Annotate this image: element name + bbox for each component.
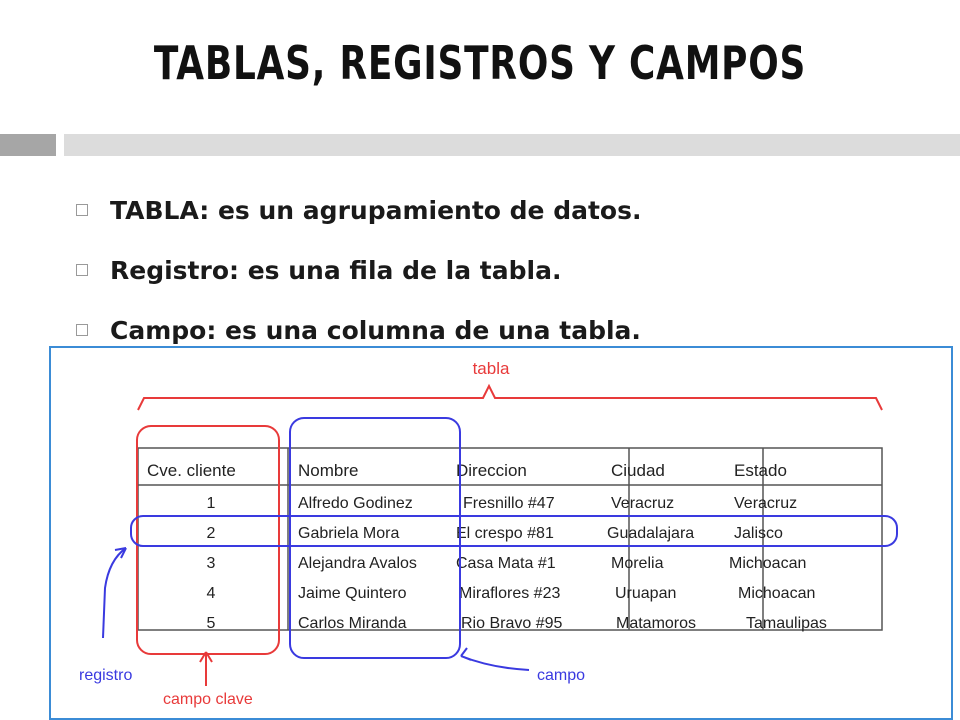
square-bullet-icon: [76, 264, 88, 276]
table-cell: Michoacan: [738, 585, 816, 602]
table-cell: Morelia: [611, 555, 664, 572]
table-cell: Carlos Miranda: [298, 615, 407, 632]
header-cell: Cve. cliente: [147, 461, 236, 480]
tabla-label: tabla: [472, 359, 510, 378]
bullet-item-registro: [76, 240, 641, 300]
table-cell: 5: [206, 615, 216, 632]
table-cell: El crespo #81: [456, 525, 554, 542]
header-cell: Nombre: [298, 461, 359, 480]
table-header-row: [147, 461, 787, 480]
campo-arrow: [461, 656, 529, 670]
bullet-text: Campo: es una columna de una tabla.: [110, 315, 641, 345]
bullet-text: TABLA: es un agrupamiento de datos.: [110, 195, 642, 225]
table-cell: Alejandra Avalos: [298, 555, 417, 572]
square-bullet-icon: [76, 204, 88, 216]
header-cell: Direccion: [456, 461, 527, 480]
table-diagram: [49, 346, 953, 720]
tabla-brace: [138, 386, 882, 410]
header-cell: Ciudad: [611, 461, 665, 480]
table-cell: 4: [206, 585, 216, 602]
table-cell: Fresnillo #47: [463, 495, 555, 512]
title-bar-left: [0, 134, 56, 156]
table-cell: Jaime Quintero: [298, 585, 407, 602]
table-cell: 2: [206, 525, 216, 542]
table-cell: Tamaulipas: [746, 615, 827, 632]
square-bullet-icon: [76, 324, 88, 336]
table-cell: Uruapan: [615, 585, 677, 602]
title-bar-right: [64, 134, 960, 156]
table-cell: 3: [206, 555, 216, 572]
slide-title: TABLAS, REGISTROS Y CAMPOS: [153, 36, 807, 90]
header-cell: Estado: [734, 461, 787, 480]
table-cell: Michoacan: [729, 555, 807, 572]
table-cell: Jalisco: [734, 525, 783, 542]
registro-arrow: [103, 548, 126, 638]
bullet-item-tabla: [76, 180, 641, 240]
table-cell: Miraflores #23: [459, 585, 561, 602]
table-cell: Guadalajara: [607, 525, 695, 542]
bullet-text: Registro: es una fila de la tabla.: [110, 255, 562, 285]
table-diagram-svg: [51, 348, 951, 718]
table-cell: Casa Mata #1: [456, 555, 556, 572]
registro-label: registro: [79, 667, 133, 684]
table-cell: 1: [206, 495, 216, 512]
bullet-list: [76, 180, 641, 360]
campo-clave-label: campo clave: [163, 691, 253, 708]
table-cell: Gabriela Mora: [298, 525, 400, 542]
campo-label: campo: [537, 667, 586, 684]
table-cell: Alfredo Godinez: [298, 495, 413, 512]
table-cell: Veracruz: [734, 495, 798, 512]
table-cell: Veracruz: [611, 495, 675, 512]
table-cell: Rio Bravo #95: [461, 615, 563, 632]
table-cell: Matamoros: [616, 615, 697, 632]
